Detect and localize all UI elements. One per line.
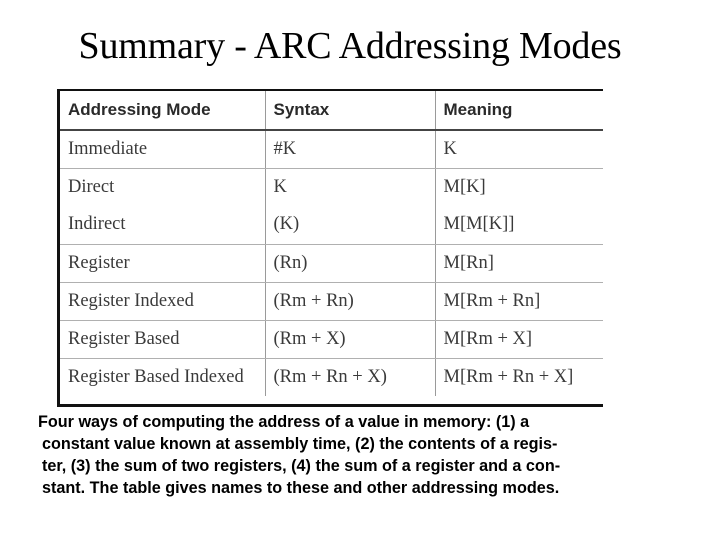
- slide-title: Summary - ARC Addressing Modes: [78, 25, 622, 67]
- caption-line: ter, (3) the sum of two registers, (4) the sum of a register and a con-: [42, 457, 561, 475]
- column-header-meaning: Meaning: [435, 90, 603, 130]
- table-row: [60, 320, 603, 358]
- meaning-cell: M[K]: [435, 168, 603, 206]
- table-row: [60, 130, 603, 168]
- column-header-addressing-mode: Addressing Mode: [60, 90, 265, 130]
- syntax-cell: (Rm + Rn + X): [265, 358, 435, 396]
- caption-line: constant value known at assembly time, (2) the contents of a regis-: [42, 435, 558, 453]
- meaning-cell: M[Rm + Rn]: [435, 282, 603, 320]
- caption-line: stant. The table gives names to these and other addressing modes.: [42, 479, 560, 497]
- table-header-row: [60, 90, 603, 130]
- mode-cell: Register: [60, 244, 265, 282]
- syntax-cell: #K: [265, 130, 435, 168]
- addressing-modes-table-frame: [57, 89, 603, 407]
- syntax-cell: (K): [265, 206, 435, 244]
- meaning-cell: M[Rm + X]: [435, 320, 603, 358]
- column-header-syntax: Syntax: [265, 90, 435, 130]
- meaning-cell: M[Rn]: [435, 244, 603, 282]
- syntax-cell: (Rm + Rn): [265, 282, 435, 320]
- mode-cell: Register Based Indexed: [68, 366, 244, 387]
- table-row: [60, 358, 603, 396]
- caption-line: Four ways of computing the address of a value in memory: (1) a: [38, 413, 530, 431]
- mode-cell: Register Based: [60, 320, 265, 358]
- table-row: [60, 168, 603, 206]
- meaning-cell: M[Rm + Rn + X]: [435, 358, 603, 396]
- mode-cell: Direct: [68, 176, 115, 197]
- figure-caption: [38, 411, 653, 499]
- table-row: [60, 206, 603, 244]
- addressing-modes-table: [60, 89, 603, 396]
- meaning-cell: K: [435, 130, 603, 168]
- mode-cell: Indirect: [60, 206, 265, 244]
- table-row: [60, 282, 603, 320]
- syntax-cell: K: [265, 168, 435, 206]
- syntax-cell: (Rm + X): [265, 320, 435, 358]
- mode-cell: Immediate: [60, 130, 265, 168]
- meaning-cell: M[M[K]]: [435, 206, 603, 244]
- mode-cell: Register Indexed: [60, 282, 265, 320]
- table-row: [60, 244, 603, 282]
- syntax-cell: (Rn): [265, 244, 435, 282]
